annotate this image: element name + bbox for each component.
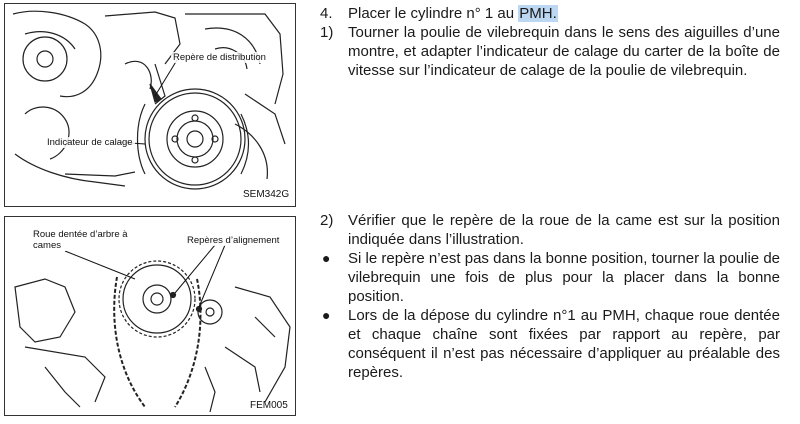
instructions-top <box>320 4 780 80</box>
callout-timing-indicator: Indicateur de calage <box>47 137 133 148</box>
figure-code: FEM005 <box>250 400 288 411</box>
callout-alignment-marks: Repères d’alignement <box>187 235 280 246</box>
step-text: Tourner la poulie de vilebrequin dans le sens des aiguilles d’une montre, et adapter l’indicateur de calage du carter de la boîte de vitesse sur l’indicateur de calage de la poulie de vilebrequin. <box>348 24 780 79</box>
callout-distribution-mark: Repère de distribution <box>173 52 266 63</box>
bullet-icon: ● <box>322 250 331 266</box>
figure-crankshaft-pulley <box>4 3 296 207</box>
bullet-text: Si le repère n’est pas dans la bonne position, tourner la poulie de vilebrequin une fois de plus pour la placer dans la bonne position. <box>348 250 780 305</box>
crankshaft-pulley-illustration <box>5 4 295 206</box>
figure-code: SEM342G <box>243 189 290 200</box>
bullet-item <box>320 306 780 382</box>
step-2 <box>320 211 780 249</box>
instructions-bottom <box>320 211 780 382</box>
step-number: 1) <box>320 24 334 41</box>
figure-camshaft-sprocket <box>4 216 296 416</box>
highlighted-text: PMH. <box>519 5 557 22</box>
step-number: 2) <box>320 212 334 229</box>
callout-camshaft-sprocket: Roue dentée d’arbre à cames <box>31 229 145 251</box>
step-1 <box>320 23 780 80</box>
step-number: 4. <box>320 5 333 22</box>
bullet-item <box>320 249 780 306</box>
bullet-text: Lors de la dépose du cylindre n°1 au PMH, chaque roue dentée et chaque chaîne sont fixées par rapport au repère, par conséquent il n’est pas nécessaire d’appliquer au préalable des repères. <box>348 307 780 381</box>
step-text: Placer le cylindre n° 1 au <box>348 5 519 22</box>
step-4 <box>320 4 780 23</box>
step-text: Vérifier que le repère de la roue de la came est sur la position indiquée dans l’illustration. <box>348 212 780 248</box>
bullet-icon: ● <box>322 307 331 323</box>
